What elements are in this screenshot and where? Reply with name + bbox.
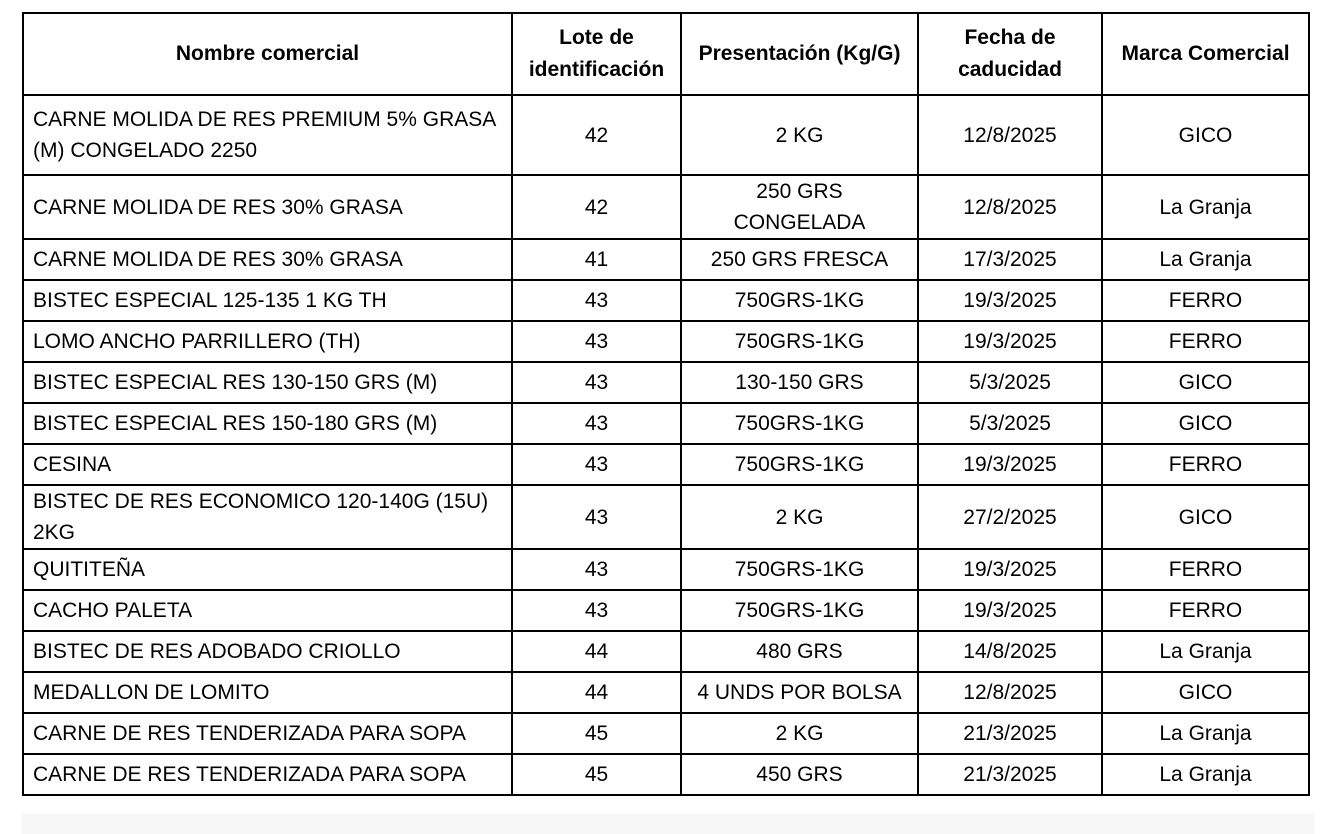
cell-name: CARNE DE RES TENDERIZADA PARA SOPA: [23, 713, 512, 754]
cell-presentation: 2 KG: [681, 713, 918, 754]
cell-expiry: 14/8/2025: [918, 631, 1102, 672]
cell-lot: 45: [512, 713, 681, 754]
cell-lot: 44: [512, 672, 681, 713]
cell-brand: La Granja: [1102, 239, 1309, 280]
cell-presentation: 2 KG: [681, 485, 918, 549]
cell-expiry: 19/3/2025: [918, 444, 1102, 485]
header-presentation: Presentación (Kg/G): [681, 13, 918, 95]
cell-name: CARNE DE RES TENDERIZADA PARA SOPA: [23, 754, 512, 795]
cell-name: CARNE MOLIDA DE RES 30% GRASA: [23, 239, 512, 280]
cell-presentation: 250 GRS CONGELADA: [681, 175, 918, 239]
cell-presentation: 4 UNDS POR BOLSA: [681, 672, 918, 713]
table-row: [23, 485, 1309, 549]
cell-name: BISTEC ESPECIAL 125-135 1 KG TH: [23, 280, 512, 321]
cell-name: MEDALLON DE LOMITO: [23, 672, 512, 713]
table-row: [23, 403, 1309, 444]
cell-lot: 43: [512, 362, 681, 403]
bottom-background-band: [22, 814, 1314, 834]
cell-presentation: 450 GRS: [681, 754, 918, 795]
header-lot: Lote de identificación: [512, 13, 681, 95]
cell-presentation: 750GRS-1KG: [681, 280, 918, 321]
cell-expiry: 19/3/2025: [918, 549, 1102, 590]
cell-presentation: 480 GRS: [681, 631, 918, 672]
cell-lot: 43: [512, 485, 681, 549]
cell-presentation: 130-150 GRS: [681, 362, 918, 403]
cell-brand: FERRO: [1102, 444, 1309, 485]
cell-lot: 41: [512, 239, 681, 280]
cell-expiry: 5/3/2025: [918, 403, 1102, 444]
table-row: [23, 239, 1309, 280]
cell-presentation: 750GRS-1KG: [681, 549, 918, 590]
cell-expiry: 19/3/2025: [918, 590, 1102, 631]
cell-lot: 45: [512, 754, 681, 795]
cell-name: QUITITEÑA: [23, 549, 512, 590]
header-name: Nombre comercial: [23, 13, 512, 95]
table-row: [23, 631, 1309, 672]
cell-presentation: 750GRS-1KG: [681, 590, 918, 631]
cell-brand: La Granja: [1102, 175, 1309, 239]
cell-name: BISTEC ESPECIAL RES 150-180 GRS (M): [23, 403, 512, 444]
cell-brand: GICO: [1102, 362, 1309, 403]
cell-expiry: 12/8/2025: [918, 95, 1102, 175]
table-row: [23, 672, 1309, 713]
cell-brand: FERRO: [1102, 280, 1309, 321]
header-row: [23, 13, 1309, 95]
cell-expiry: 12/8/2025: [918, 672, 1102, 713]
cell-expiry: 12/8/2025: [918, 175, 1102, 239]
table-row: [23, 754, 1309, 795]
cell-name: CARNE MOLIDA DE RES 30% GRASA: [23, 175, 512, 239]
cell-presentation: 2 KG: [681, 95, 918, 175]
cell-name: LOMO ANCHO PARRILLERO (TH): [23, 321, 512, 362]
table-row: [23, 549, 1309, 590]
cell-name: BISTEC ESPECIAL RES 130-150 GRS (M): [23, 362, 512, 403]
cell-brand: GICO: [1102, 403, 1309, 444]
table-row: [23, 321, 1309, 362]
header-expiry: Fecha de caducidad: [918, 13, 1102, 95]
cell-expiry: 17/3/2025: [918, 239, 1102, 280]
cell-brand: GICO: [1102, 95, 1309, 175]
cell-presentation: 750GRS-1KG: [681, 321, 918, 362]
cell-expiry: 21/3/2025: [918, 713, 1102, 754]
cell-lot: 42: [512, 95, 681, 175]
table-row: [23, 713, 1309, 754]
cell-lot: 43: [512, 403, 681, 444]
cell-lot: 44: [512, 631, 681, 672]
cell-lot: 43: [512, 444, 681, 485]
cell-presentation: 750GRS-1KG: [681, 444, 918, 485]
table-row: [23, 175, 1309, 239]
header-brand: Marca Comercial: [1102, 13, 1309, 95]
cell-brand: FERRO: [1102, 590, 1309, 631]
cell-name: CARNE MOLIDA DE RES PREMIUM 5% GRASA (M) CONGELADO 2250: [23, 95, 512, 175]
cell-brand: La Granja: [1102, 631, 1309, 672]
cell-name: CACHO PALETA: [23, 590, 512, 631]
table-row: [23, 590, 1309, 631]
cell-expiry: 5/3/2025: [918, 362, 1102, 403]
cell-expiry: 27/2/2025: [918, 485, 1102, 549]
cell-presentation: 750GRS-1KG: [681, 403, 918, 444]
cell-brand: GICO: [1102, 672, 1309, 713]
table-row: [23, 362, 1309, 403]
cell-name: BISTEC DE RES ADOBADO CRIOLLO: [23, 631, 512, 672]
cell-lot: 43: [512, 590, 681, 631]
cell-brand: La Granja: [1102, 754, 1309, 795]
cell-lot: 42: [512, 175, 681, 239]
cell-name: CESINA: [23, 444, 512, 485]
cell-expiry: 19/3/2025: [918, 280, 1102, 321]
cell-expiry: 19/3/2025: [918, 321, 1102, 362]
cell-lot: 43: [512, 280, 681, 321]
product-table: [22, 12, 1310, 796]
cell-brand: La Granja: [1102, 713, 1309, 754]
cell-brand: GICO: [1102, 485, 1309, 549]
table-row: [23, 95, 1309, 175]
cell-lot: 43: [512, 321, 681, 362]
table-row: [23, 280, 1309, 321]
cell-presentation: 250 GRS FRESCA: [681, 239, 918, 280]
cell-expiry: 21/3/2025: [918, 754, 1102, 795]
cell-name: BISTEC DE RES ECONOMICO 120-140G (15U) 2KG: [23, 485, 512, 549]
table-row: [23, 444, 1309, 485]
cell-brand: FERRO: [1102, 321, 1309, 362]
cell-brand: FERRO: [1102, 549, 1309, 590]
cell-lot: 43: [512, 549, 681, 590]
